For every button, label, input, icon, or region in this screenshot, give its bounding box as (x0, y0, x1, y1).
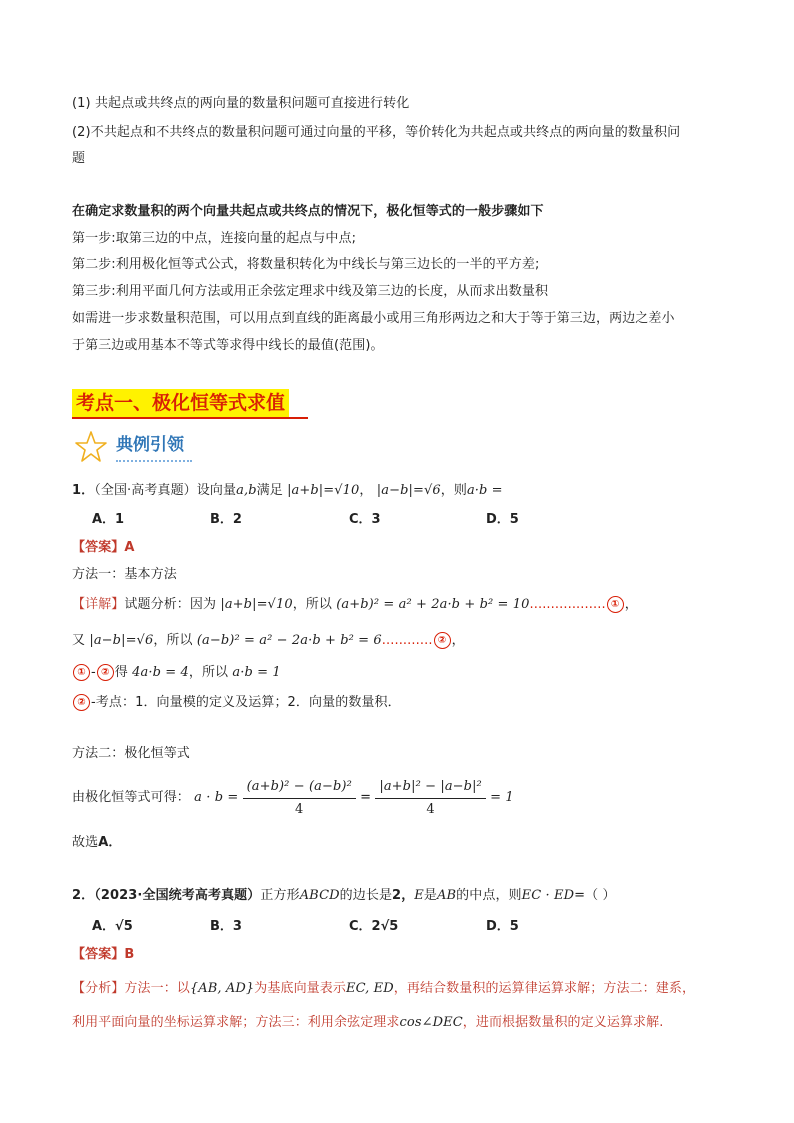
q1-option-a: A．1 (92, 512, 125, 527)
step-2: 第二步:利用极化恒等式公式，将数量积转化为中线长与第三边长的一半的平方差; (72, 257, 540, 272)
q1-number: 1． (72, 483, 95, 498)
analysis-text-5: ，进而根据数量积的定义运算求解. (462, 1015, 664, 1030)
q2-point-e: E (414, 888, 424, 903)
analysis-cos: cos∠DEC (399, 1015, 463, 1030)
q2-stem-text: 正方形 (260, 888, 300, 903)
q1-condition-2: |a−b|=√6 (376, 483, 441, 498)
detail-equation-3: 4a·b = 4 (132, 665, 189, 680)
answer-tag: 【答案】 (72, 540, 125, 555)
q1-option-b: B．2 (210, 512, 242, 527)
step-3: 第三步:利用平面几何方法或用正余弦定理求中线及第三边的长度，从而求出数量积 (72, 284, 549, 299)
q2-ask: EC · ED (521, 888, 575, 903)
q2-source: （2023·全国统考高考真题） (94, 888, 261, 903)
q2-option-d: D．5 (486, 919, 519, 934)
q1-conclusion (72, 834, 121, 852)
detail-text-2: ，所以 (292, 597, 332, 612)
polar-fraction-2 (375, 776, 486, 821)
polar-result: = 1 (490, 790, 514, 805)
analysis-text: 方法一：以 (124, 981, 190, 996)
polar-fraction-1 (243, 776, 356, 821)
star-icon (74, 430, 108, 464)
equation-mark-2-ref: ② (97, 664, 114, 681)
q1-method-2: 方法二：极化恒等式 (72, 746, 190, 761)
q2-stem-text-4: 的中点，则 (456, 888, 522, 903)
q2-stem (72, 887, 616, 905)
q2-answer (72, 946, 134, 964)
analysis-tag: 【分析】 (72, 981, 125, 996)
detail-dots-2: ............ (381, 633, 433, 648)
q1-detail-line-4 (72, 694, 401, 712)
q1-method-1: 方法一：基本方法 (72, 567, 177, 582)
intro-item-2: (2)不共起点和不共终点的数量积问题可通过向量的平移，等价转化为共起点或共终点的两向量的数量积问 (72, 125, 681, 140)
q1-option-d: D．5 (486, 512, 519, 527)
q1-stem-text: 设向量 (196, 483, 237, 498)
intro-item-1: (1) 共起点或共终点的两向量的数量积问题可直接进行转化 (72, 96, 410, 111)
detail-text-5: - (91, 665, 96, 680)
steps-heading: 在确定求数量积的两个向量共起点或共终点的情况下，极化恒等式的一般步骤如下 (72, 204, 544, 219)
polar-denominator-2: 4 (426, 801, 435, 817)
q1-stem-text-3: ，则 (440, 483, 467, 498)
q2-option-c: C．2√5 (349, 919, 399, 934)
q1-detail-line-1: 【详解】试题分析：因为 |a+b|=√10，所以 (a+b)² = a² + 2a·b + b² = 10.................. ① ， (72, 597, 638, 612)
polar-denominator-1: 4 (295, 801, 304, 817)
q2-square: ABCD (299, 888, 340, 903)
detail-equation-2: (a−b)² = a² − 2a·b + b² = 6 (196, 633, 382, 648)
range-note-cont: 于第三边或用基本不等式等求得中线长的最值(范围)。 (72, 338, 384, 353)
detail-text: 试题分析：因为 (124, 597, 217, 612)
q1-condition-1: |a+b|=√10 (287, 483, 360, 498)
detail-equation-4: a·b = 1 (232, 665, 281, 680)
q2-number: 2． (72, 888, 95, 903)
intro-item-2-cont: 题 (72, 151, 86, 166)
section-title: 考点一、极化恒等式求值 (72, 389, 289, 417)
conclusion-choice: A． (98, 835, 122, 850)
analysis-vectors: EC, ED (345, 981, 394, 996)
q2-side: 2， (392, 888, 415, 903)
detail-text-3: 又 (72, 633, 86, 648)
range-note: 如需进一步求数量积范围，可以用点到直线的距离最小或用三角形两边之和大于等于第三边，两边之差小 (72, 311, 675, 326)
detail-equation-1: (a+b)² = a² + 2a·b + b² = 10 (336, 597, 530, 612)
polar-numerator-2: |a+b|² − |a−b|² (375, 776, 486, 799)
detail-tag: 【详解】 (72, 597, 125, 612)
detail-condition-1: |a+b|=√10 (220, 597, 293, 612)
equation-mark-1-ref: ① (73, 664, 90, 681)
detail-text-4: ，所以 (153, 633, 193, 648)
q2-analysis-line-2 (72, 1014, 663, 1032)
q1-ask: a·b = (466, 483, 503, 498)
polar-numerator-1: (a+b)² − (a−b)² (243, 776, 356, 799)
equation-mark-1: ① (607, 596, 624, 613)
answer-tag-2: 【答案】 (72, 947, 125, 962)
detail-dots-1: .................. (529, 597, 606, 612)
q1-answer (72, 539, 135, 557)
q2-segment-ab: AB (437, 888, 457, 903)
analysis-text-3: ，再结合数量积的运算律运算求解；方法二：建系， (393, 981, 696, 996)
q2-analysis-line-1 (72, 980, 695, 998)
analysis-text-4: 利用平面向量的坐标运算求解；方法三：利用余弦定理求 (72, 1015, 400, 1030)
q2-stem-text-2: 的边长是 (339, 888, 393, 903)
q2-stem-text-3: 是 (423, 888, 437, 903)
q1-detail-line-3 (72, 664, 281, 682)
analysis-text-2: 为基底向量表示 (254, 981, 346, 996)
example-label: 典例引领 (116, 435, 184, 455)
q1-detail-line-2: 又 |a−b|=√6，所以 (a−b)² = a² − 2a·b + b² = 6............ ② ， (72, 633, 465, 648)
step-1: 第一步:取第三边的中点，连接向量的起点与中点; (72, 231, 357, 246)
q2-option-a: A．√5 (92, 919, 133, 934)
polar-lhs: a · b = (194, 790, 239, 805)
analysis-basis: {AB, AD} (189, 981, 255, 996)
q1-polarization (72, 774, 514, 822)
q1-vars: a,b (236, 483, 257, 498)
q1-source: （全国·高考真题） (94, 483, 197, 498)
answer-value: A (124, 540, 135, 555)
q1-option-c: C．3 (349, 512, 381, 527)
detail-text-6: 得 (114, 665, 128, 680)
equation-mark-2: ② (434, 632, 451, 649)
q1-stem-text-2: 满足 (256, 483, 283, 498)
detail-kaodian: -考点：1．向量模的定义及运算；2．向量的数量积． (91, 695, 401, 710)
q2-stem-text-5: =（ ） (574, 888, 616, 903)
detail-text-7: ，所以 (188, 665, 229, 680)
example-label-underline (116, 460, 192, 462)
section-title-underline (72, 417, 308, 419)
conclusion-text: 故选 (72, 835, 99, 850)
q1-stem: 1．（全国·高考真题）设向量a,b满足 |a+b|=√10， |a−b|=√6，则a·b = (72, 483, 503, 498)
detail-condition-2: |a−b|=√6 (89, 633, 154, 648)
polar-lead: 由极化恒等式可得： (72, 790, 190, 805)
polar-equals: = (360, 790, 372, 805)
q2-option-b: B．3 (210, 919, 242, 934)
equation-mark-2-ref-2: ② (73, 694, 90, 711)
answer-value-2: B (124, 947, 135, 962)
